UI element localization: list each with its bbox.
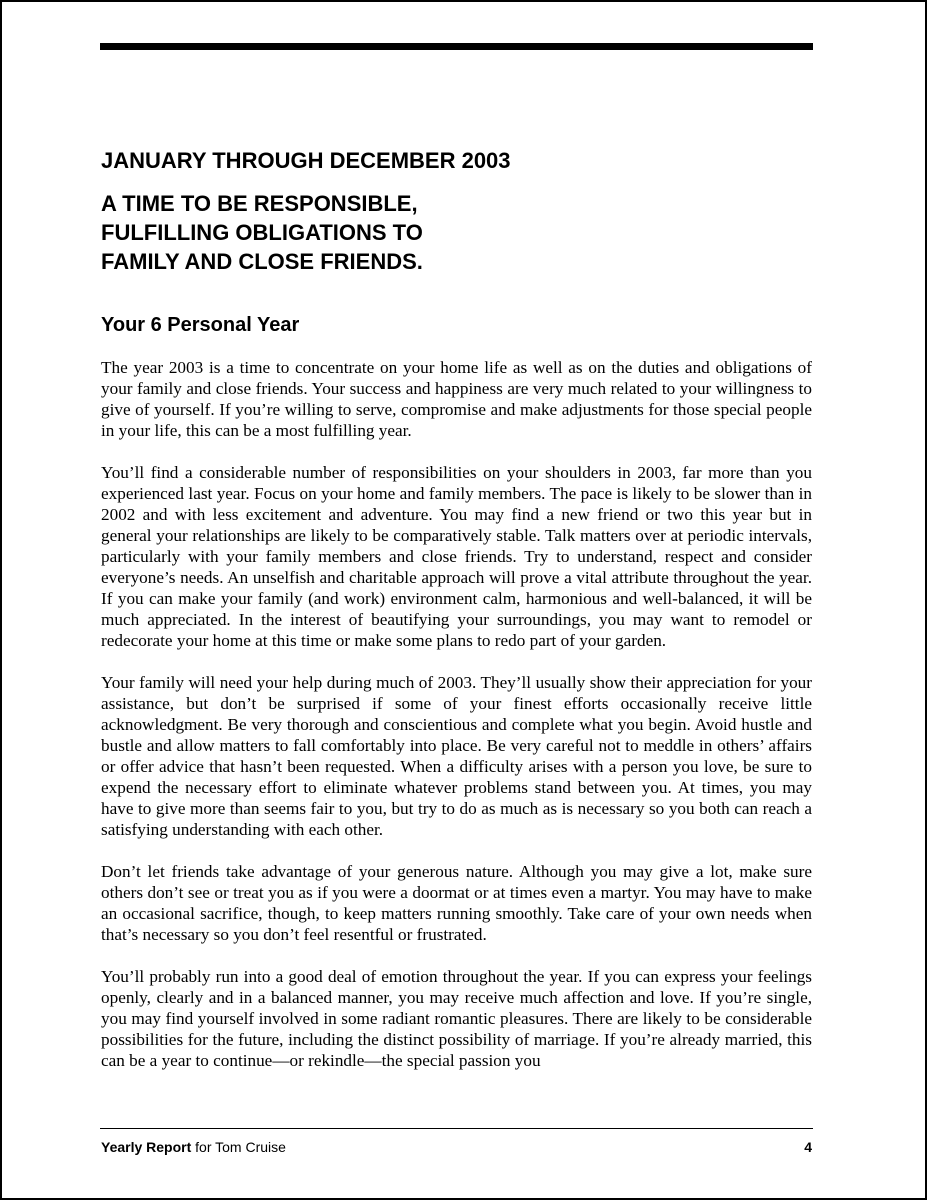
top-rule bbox=[100, 43, 813, 50]
body-paragraph: Your family will need your help during much of 2003. They’ll usually show their appreciation for your assistance, but don’t be surprised if some of your finest efforts occasionally receive little acknowledgment. Be very thorough and conscientious and complete what you begin. Avoid hustle and bustle and allow matters to fall comfortably into place. Be very careful not to meddle in others’ affairs or offer advice that hasn’t been requested. When a difficulty arises with a person you love, be sure to expend the necessary effort to eliminate whatever problems stand between you. At times, you may have to give more than seems fair to you, but try to do as much as is necessary so you both can reach a satisfying understanding with each other. bbox=[101, 673, 812, 839]
page-number: 4 bbox=[804, 1139, 812, 1155]
footer-rule bbox=[100, 1128, 813, 1129]
section-title: JANUARY THROUGH DECEMBER 2003 bbox=[101, 148, 511, 173]
body-paragraph: Don’t let friends take advantage of your generous nature. Although you may give a lot, make sure others don’t see or treat you as if you were a doormat or at times even a martyr. You may have to make an occasional sacrifice, though, to keep matters running smoothly. Take care of your own needs when that’s necessary so you don’t feel resentful or frustrated. bbox=[101, 862, 812, 944]
footer-report-title bbox=[101, 1138, 286, 1156]
page-content bbox=[101, 147, 812, 1092]
theme-line: A TIME TO BE RESPONSIBLE, bbox=[101, 191, 418, 216]
personal-year-subheading: Your 6 Personal Year bbox=[101, 314, 300, 336]
theme-line: FAMILY AND CLOSE FRIENDS. bbox=[101, 249, 423, 274]
body-paragraph: You’ll probably run into a good deal of emotion throughout the year. If you can express your feelings openly, clearly and in a balanced manner, you may receive much affection and love. If you’re single, you may find yourself involved in some radiant romantic pleasures. There are likely to be considerable possibilities for the future, including the distinct possibility of marriage. If you’re already married, this can be a year to continue—or rekindle—the special passion you bbox=[101, 967, 812, 1070]
footer-recipient: for Tom Cruise bbox=[191, 1139, 286, 1155]
body-paragraph: The year 2003 is a time to concentrate on your home life as well as on the duties and obligations of your family and close friends. Your success and happiness are very much related to your willingness to give of yourself. If you’re willing to serve, compromise and make adjustments for those special people in your life, this can be a most fulfilling year. bbox=[101, 358, 812, 440]
body-paragraph: You’ll find a considerable number of responsibilities on your shoulders in 2003, far more than you experienced last year. Focus on your home and family members. The pace is likely to be slower than in 2002 and with less excitement and adventure. You may find a new friend or two this year but in general your relationships are likely to be comparatively stable. Talk matters over at periodic intervals, particularly with your family members and close friends. Try to understand, respect and consider everyone’s needs. An unselfish and charitable approach will prove a vital attribute throughout the year. If you can make your family (and work) environment calm, harmonious and well-balanced, it will be much appreciated. In the interest of beautifying your surroundings, you may want to remodel or redecorate your home at this time or make some plans to redo part of your garden. bbox=[101, 463, 812, 650]
theme-heading bbox=[101, 189, 812, 276]
footer-report-label: Yearly Report bbox=[101, 1139, 192, 1155]
theme-line: FULFILLING OBLIGATIONS TO bbox=[101, 220, 423, 245]
